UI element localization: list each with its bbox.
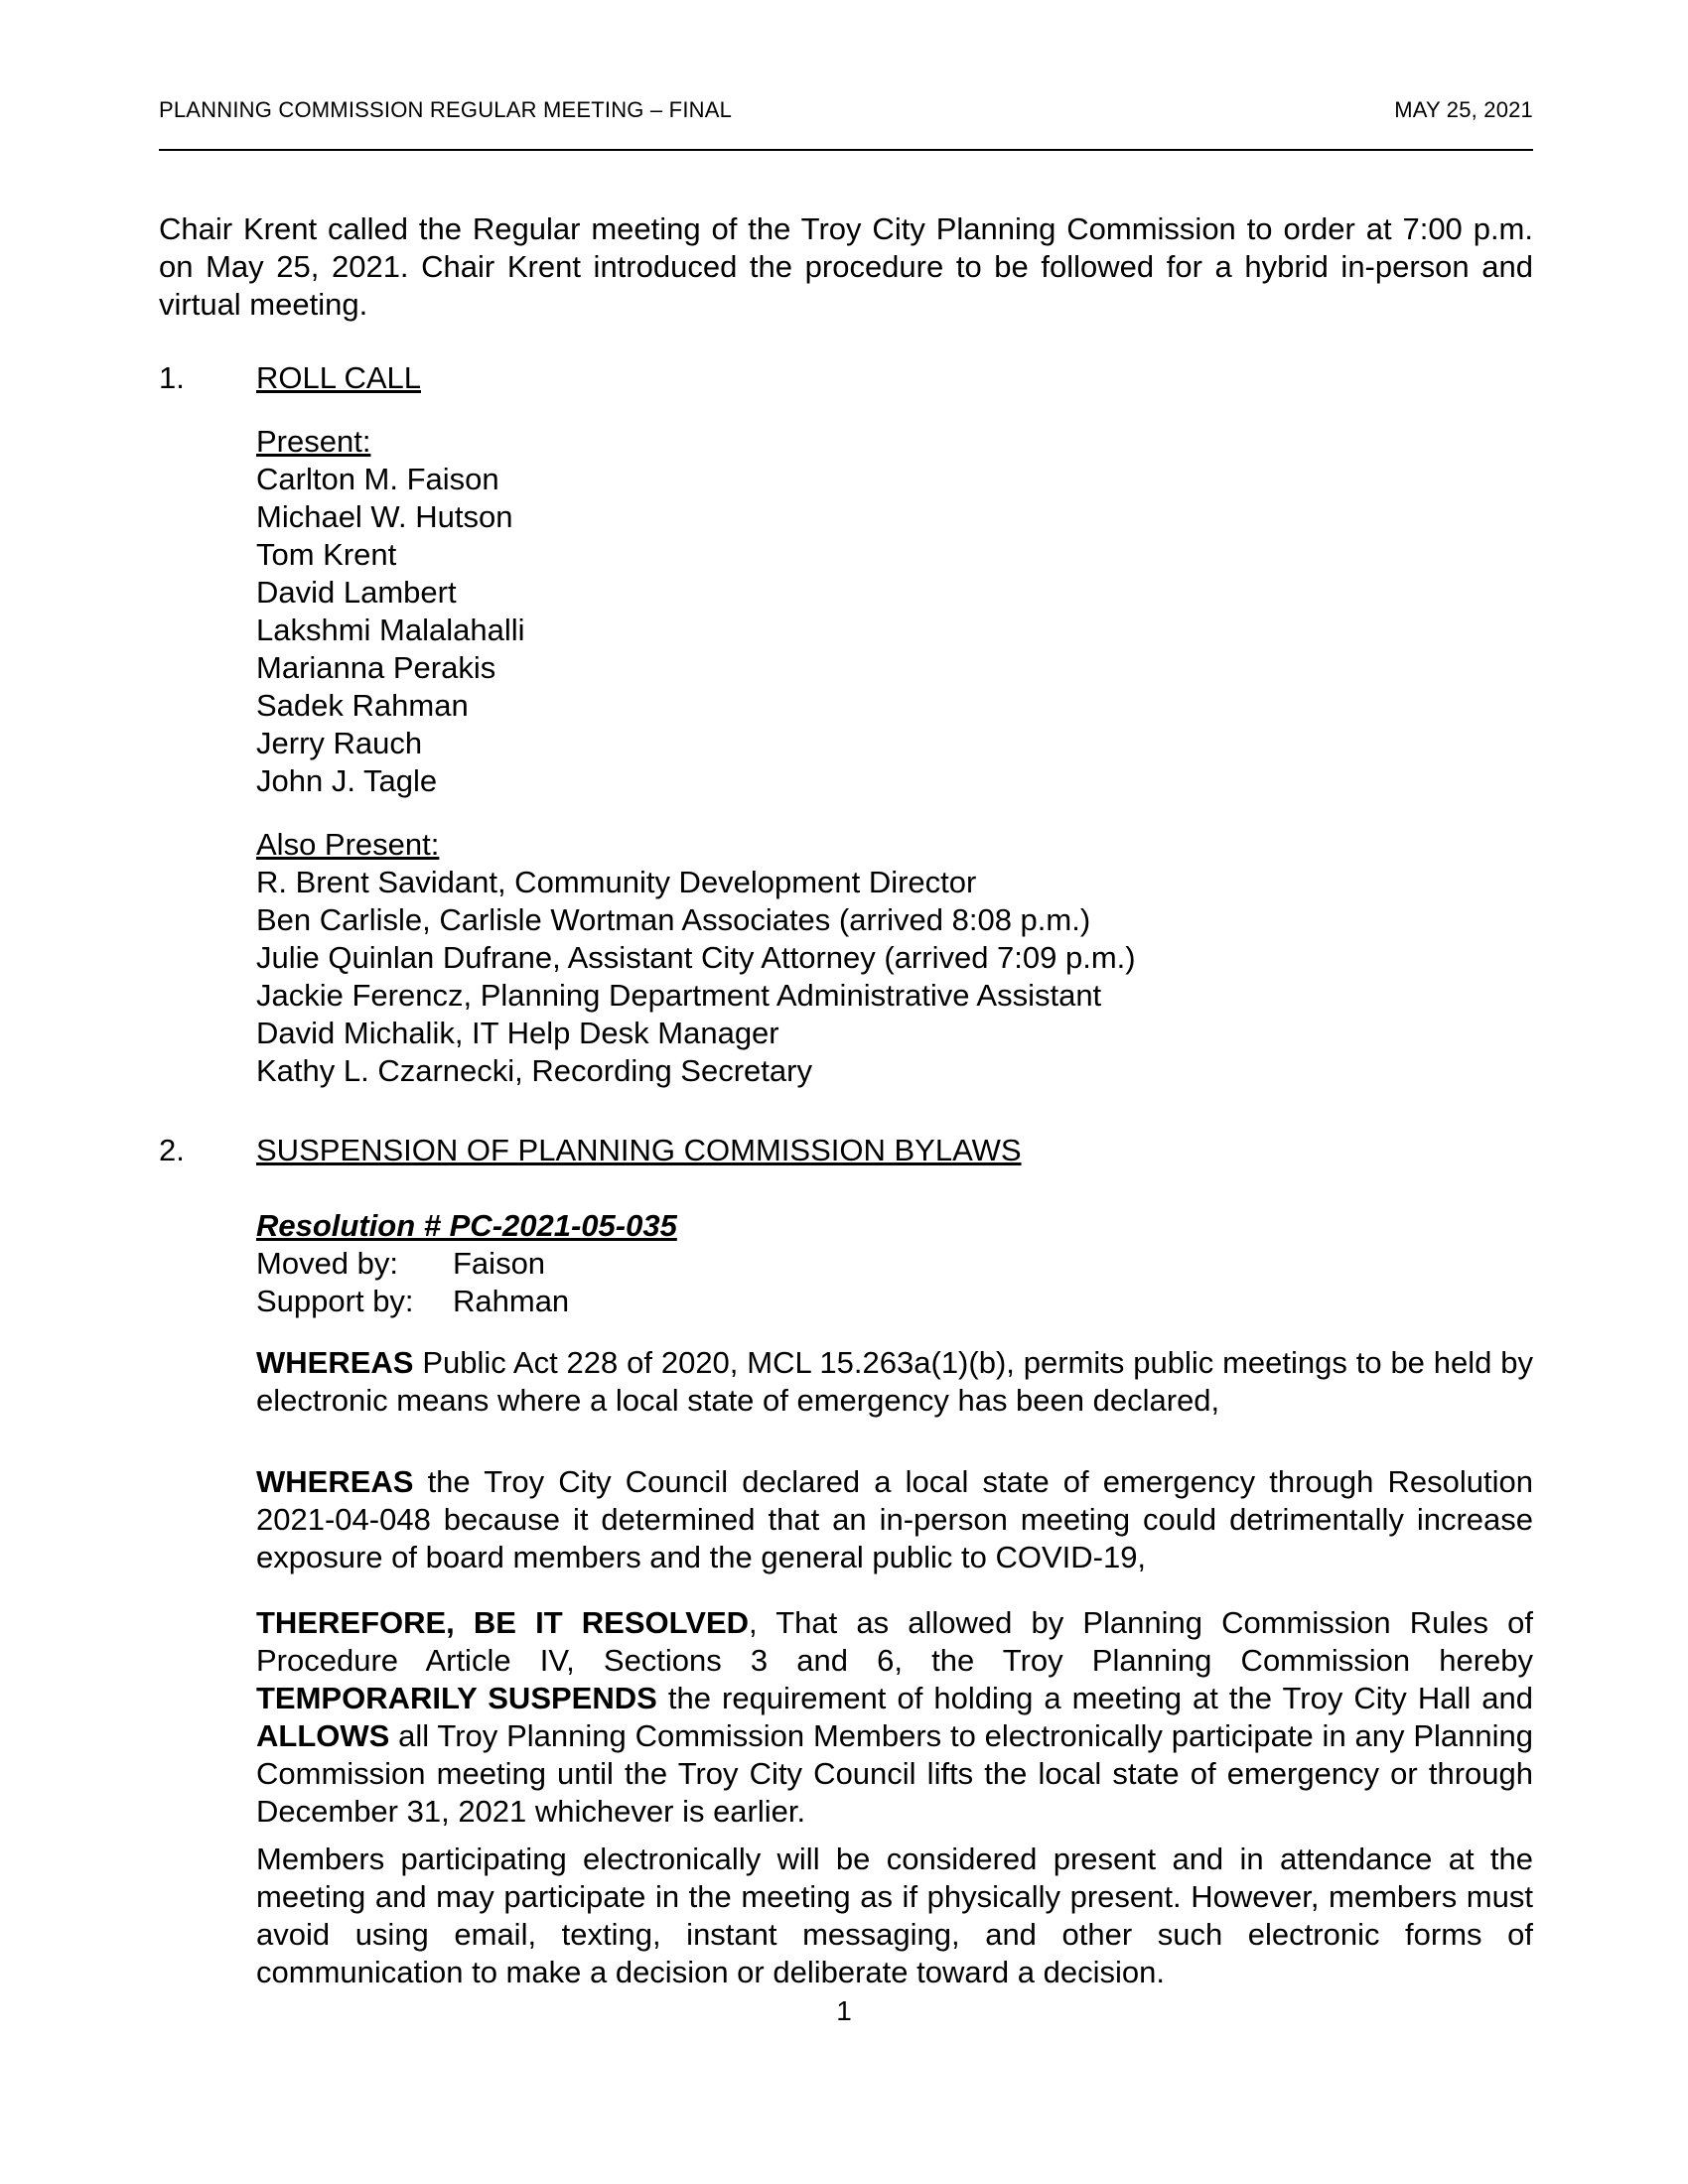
- whereas-paragraph-2: [256, 1463, 1533, 1576]
- section-2-title: SUSPENSION OF PLANNING COMMISSION BYLAWS: [256, 1133, 1022, 1167]
- suspends-keyword: TEMPORARILY SUSPENDS: [256, 1681, 657, 1715]
- also-present-person: Julie Quinlan Dufrane, Assistant City Attorney (arrived 7:09 p.m.): [256, 940, 1136, 975]
- whereas-keyword: WHEREAS: [256, 1464, 414, 1499]
- whereas-text: Public Act 228 of 2020, MCL 15.263a(1)(b), permits public meetings to be held by electronic means where a local state of emergency has been declared,: [256, 1345, 1533, 1418]
- present-member: Lakshmi Malalahalli: [256, 613, 525, 647]
- whereas-text: the Troy City Council declared a local state of emergency through Resolution 2021-04-048 because it determined that an in-person meeting could detrimentally increase exposure of board members and the general public to COVID-19,: [256, 1464, 1533, 1574]
- intro-paragraph: Chair Krent called the Regular meeting of the Troy City Planning Commission to order at 7:00 p.m. on May 25, 2021. Chair Krent introduced the procedure to be followed for a hybrid in-person and virtual meeting.: [159, 211, 1533, 322]
- present-member: Michael W. Hutson: [256, 499, 513, 534]
- resolved-text: the requirement of holding a meeting at the Troy City Hall and: [656, 1681, 1533, 1715]
- also-present-person: David Michalik, IT Help Desk Manager: [256, 1016, 779, 1050]
- present-member: Jerry Rauch: [256, 726, 423, 760]
- whereas-keyword: WHEREAS: [256, 1345, 414, 1380]
- present-member: John J. Tagle: [256, 763, 438, 798]
- also-present-list: [256, 826, 1533, 1090]
- section-1-title: ROLL CALL: [256, 360, 421, 395]
- resolved-text: , That as allowed by Planning Commission Rules of Procedure Article IV, Sections 3 and 6, the Troy Planning Commission hereby: [256, 1605, 1533, 1678]
- also-present-person: R. Brent Savidant, Community Development Director: [256, 865, 977, 899]
- moved-by-label: Moved by:: [256, 1246, 399, 1281]
- support-by-label: Support by:: [256, 1284, 414, 1318]
- present-list: [256, 423, 1533, 800]
- allows-keyword: ALLOWS: [256, 1718, 390, 1753]
- support-by-value: Rahman: [453, 1284, 570, 1318]
- header-divider: [159, 149, 1533, 151]
- header-date: MAY 25, 2021: [1394, 97, 1533, 122]
- resolution-block: [256, 1207, 1533, 1320]
- also-present-person: Ben Carlisle, Carlisle Wortman Associates (arrived 8:08 p.m.): [256, 902, 1091, 937]
- resolution-number: Resolution # PC-2021-05-035: [256, 1208, 677, 1243]
- header-title: PLANNING COMMISSION REGULAR MEETING – FINAL: [159, 97, 733, 122]
- present-member: Carlton M. Faison: [256, 462, 499, 496]
- present-member: David Lambert: [256, 575, 457, 610]
- present-member: Marianna Perakis: [256, 650, 496, 685]
- resolved-paragraph: [256, 1604, 1533, 1831]
- moved-by-value: Faison: [453, 1246, 546, 1281]
- whereas-paragraph-1: [256, 1344, 1533, 1420]
- resolved-keyword: THEREFORE, BE IT RESOLVED: [256, 1605, 750, 1640]
- present-label: Present:: [256, 424, 371, 459]
- also-present-person: Jackie Ferencz, Planning Department Administrative Assistant: [256, 978, 1102, 1013]
- present-member: Sadek Rahman: [256, 688, 469, 723]
- section-1-number: 1.: [159, 360, 185, 395]
- resolved-text: all Troy Planning Commission Members to electronically participate in any Planning Commission meeting until the Troy City Council lifts the local state of emergency or through December 31, 2021 whichever is earlier.: [256, 1718, 1533, 1829]
- section-2-number: 2.: [159, 1133, 185, 1167]
- page-number: 1: [836, 1995, 852, 2026]
- members-paragraph: Members participating electronically will be considered present and in attendance at the meeting and may participate in the meeting as if physically present. However, members must avoid using email, texting, instant messaging, and other such electronic forms of communication to make a decision or deliberate toward a decision.: [256, 1842, 1533, 1989]
- also-present-person: Kathy L. Czarnecki, Recording Secretary: [256, 1053, 812, 1088]
- moved-by-row: [256, 1245, 1533, 1283]
- present-member: Tom Krent: [256, 537, 397, 572]
- support-by-row: [256, 1283, 1533, 1320]
- also-present-label: Also Present:: [256, 827, 440, 862]
